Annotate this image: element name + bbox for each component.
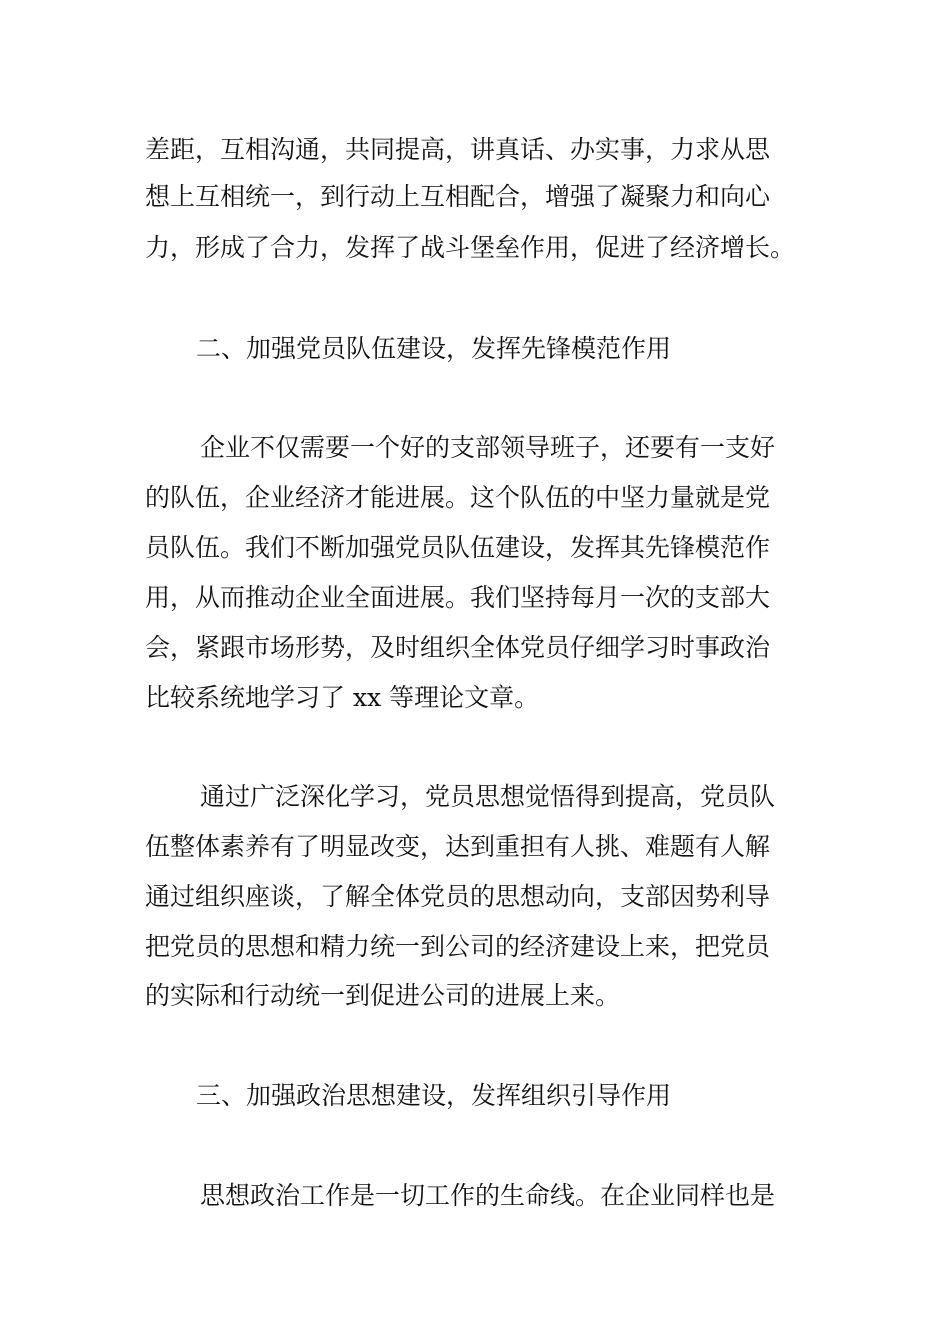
paragraph-1-line-2: 想上互相统一，到行动上互相配合，增强了凝聚力和向心 (145, 182, 771, 211)
paragraph-4-line-1: 思想政治工作是一切工作的生命线。在企业同样也是 (200, 1181, 776, 1210)
paragraph-3-line-4: 把党员的思想和精力统一到公司的经济建设上来，把党员 (145, 932, 771, 961)
paragraph-2-line-4: 用，从而推动企业全面进展。我们坚持每月一次的支部大 (145, 583, 771, 612)
paragraph-3-line-5: 的实际和行动统一到促进公司的进展上来。 (145, 981, 621, 1010)
paragraph-3-line-3: 通过组织座谈，了解全体党员的思想动向，支部因势利导 (145, 882, 771, 911)
paragraph-1-line-3: 力，形成了合力，发挥了战斗堡垒作用，促进了经济增长。 (145, 233, 796, 262)
paragraph-2-line-3: 员队伍。我们不断加强党员队伍建设，发挥其先锋模范作 (145, 533, 771, 562)
paragraph-2-line-6: 比较系统地学习了 xx 等理论文章。 (145, 683, 540, 712)
paragraph-3-line-2: 伍整体素养有了明显改变，达到重担有人挑、难题有人解 (145, 832, 771, 861)
section-heading-3: 三、加强政治思想建设，发挥组织引导作用 (196, 1081, 672, 1110)
paragraph-2-line-1: 企业不仅需要一个好的支部领导班子，还要有一支好 (200, 433, 776, 462)
section-heading-2: 二、加强党员队伍建设，发挥先锋模范作用 (196, 334, 672, 363)
paragraph-2-line-5: 会，紧跟市场形势，及时组织全体党员仔细学习时事政治 (145, 633, 771, 662)
paragraph-2-line-2: 的队伍，企业经济才能进展。这个队伍的中坚力量就是党 (145, 483, 771, 512)
paragraph-1-line-1: 差距，互相沟通，共同提高，讲真话、办实事，力求从思 (145, 135, 771, 164)
paragraph-3-line-1: 通过广泛深化学习，党员思想觉悟得到提高，党员队 (200, 782, 776, 811)
